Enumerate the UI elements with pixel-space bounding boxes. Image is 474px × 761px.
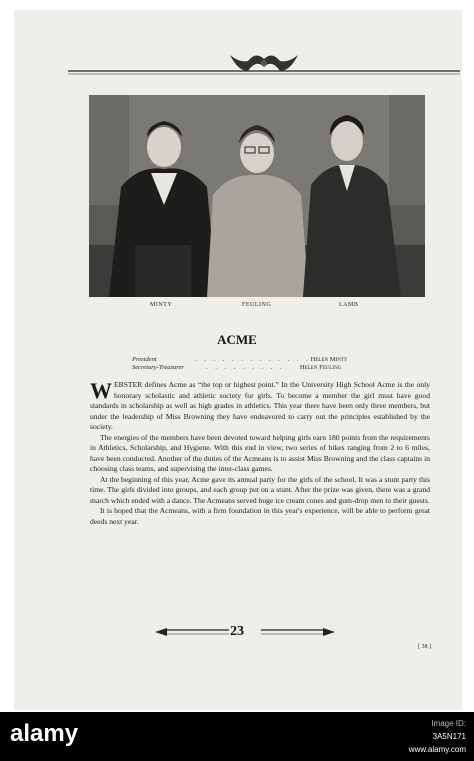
caption-lamb: LAMB <box>339 302 359 308</box>
officer-row-president <box>132 355 372 363</box>
page-title: ACME <box>217 332 257 347</box>
page-reference: [ 38 ] <box>418 644 431 650</box>
stock-image-id <box>431 717 466 743</box>
leader-dots: . . . . . . . . . <box>206 363 285 371</box>
stock-watermark-bar <box>0 712 474 761</box>
stock-url: www.alamy.com <box>408 745 466 754</box>
officer-role: President <box>132 355 157 363</box>
stock-id-value: 3A5N171 <box>432 732 466 741</box>
paragraph-1: WEBSTER defines Acme as “the top or highest point.” In the University High School Acme is the only honorary scholastic and athletic society for girls. To become a member the girl must have good standards in scholarship as well as high grades in athletics. This year there have been only three members, but under the leadership of Miss Browning they have endeavored to carry out the principles established by the society. <box>90 378 430 431</box>
drop-cap: W <box>90 378 112 403</box>
stock-logo: alamy <box>10 720 79 747</box>
officers-list <box>132 355 372 371</box>
officer-name: Helen Minty <box>310 355 348 363</box>
paragraph-2: The energies of the members have been devoted toward helping girls earn 180 points from the requirements in Athletics, Scholarship, and Hygiene. With this end in view, two series of hikes ranging from 2 to 6 miles, have been conducted. Another of the duties of the Acmeans is to assist Miss Browning and the class captains in choosing class teams, and supervising the inter-class games. <box>90 432 430 473</box>
article-body <box>90 380 430 527</box>
officer-name: Helen Feuling <box>300 363 342 371</box>
page-number: 23 <box>230 624 244 639</box>
stock-id-label: Image ID: <box>431 719 466 728</box>
caption-feuling: FEULING <box>242 302 272 308</box>
caption-minty: MINTY <box>150 302 173 308</box>
officer-role: Secretary-Treasurer <box>132 363 184 371</box>
leader-dots: . . . . . . . . . . . . . <box>195 355 311 363</box>
officer-row-secretary <box>132 363 372 371</box>
header-ornament <box>68 47 460 77</box>
group-photo <box>89 95 425 297</box>
paragraph-4: It is hoped that the Acmeans, with a firm foundation in this year's experience, will be able to perform great deeds next year. <box>90 506 430 526</box>
paragraph-3: At the beginning of this year, Acme gave its annual party for the girls of the school. It was a stunt party this time. The girls divided into groups, and each group put on a stunt. After the prize was given, there was a grand march which ended with a dance. The Acmeans served huge ice cream cones and gum-drop men to their guests. <box>90 474 430 505</box>
